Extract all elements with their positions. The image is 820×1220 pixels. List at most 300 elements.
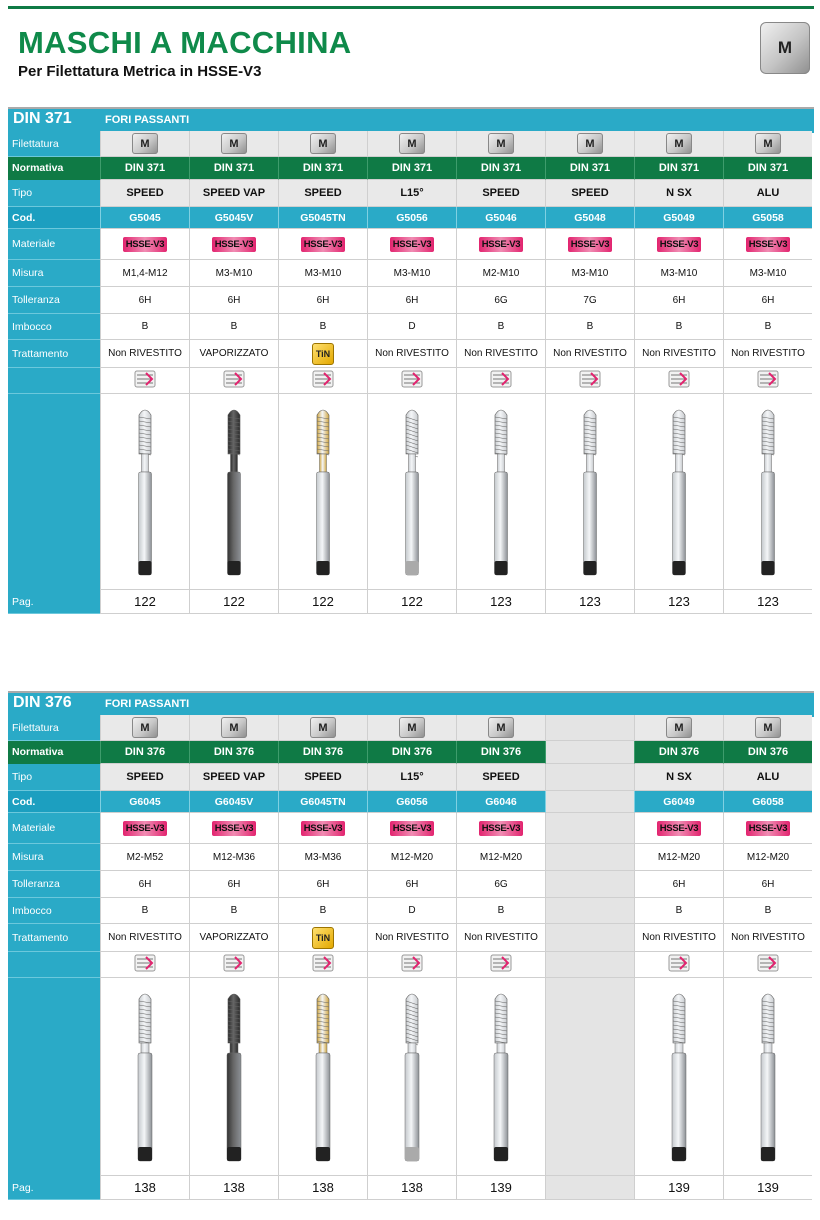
cell-misura [189, 260, 278, 287]
tap-tool-image [486, 983, 516, 1171]
tipo-value: SPEED [571, 187, 609, 199]
metric-m-icon: M [310, 717, 336, 738]
row-label-normativa: Normativa [8, 157, 100, 180]
imbocco-value: B [675, 321, 683, 332]
cell-icon [634, 952, 723, 978]
cell-cod [456, 207, 545, 229]
cell-normativa [634, 157, 723, 180]
cell-trattamento [189, 340, 278, 368]
hsse-v3-badge: HSSE-V3 [568, 237, 613, 252]
thread-profile-icon [134, 370, 156, 391]
imbocco-value: B [319, 905, 327, 916]
cell-misura [634, 260, 723, 287]
cell-imbocco [278, 898, 367, 924]
cell-pag [545, 590, 634, 614]
cell-tolleranza [278, 287, 367, 314]
cell-tolleranza [367, 287, 456, 314]
tin-coating-badge: TiN [312, 927, 334, 949]
empty-cell [545, 764, 634, 791]
cell-normativa [456, 741, 545, 764]
cell-materiale [456, 813, 545, 844]
section-din-376 [8, 691, 814, 1200]
normativa-value: DIN 376 [391, 746, 433, 758]
row-label [8, 952, 100, 978]
tolleranza-value: 6H [227, 878, 241, 890]
cell-cod [723, 207, 812, 229]
page-subtitle: Per Filettatura Metrica in HSSE-V3 [18, 63, 262, 80]
row-materiale [8, 229, 814, 260]
tipo-value: ALU [756, 187, 780, 199]
row-label [8, 394, 100, 590]
metric-m-icon: M [132, 133, 158, 154]
cell-cod [367, 791, 456, 813]
cell-tipo [634, 764, 723, 791]
cell-misura [367, 260, 456, 287]
cell-trattamento [545, 340, 634, 368]
cell-image [634, 978, 723, 1176]
misura-value: M2-M52 [126, 851, 164, 863]
cell-tipo [189, 764, 278, 791]
cell-filettatura [278, 131, 367, 157]
imbocco-value: B [586, 321, 594, 332]
metric-m-icon: M [666, 133, 692, 154]
imbocco-value: B [141, 321, 149, 332]
cell-pag [456, 590, 545, 614]
tap-tool-image [753, 399, 783, 585]
row-label-cod: Cod. [8, 791, 100, 813]
imbocco-value: B [675, 905, 683, 916]
cell-filettatura [634, 715, 723, 741]
trattamento-value: Non RIVESTITO [642, 932, 716, 943]
misura-value: M2-M10 [482, 267, 520, 279]
row-normativa [8, 741, 814, 764]
cell-imbocco [100, 314, 189, 340]
cell-tipo [278, 180, 367, 207]
cell-icon [189, 368, 278, 394]
thread-profile-icon [757, 370, 779, 391]
imbocco-value: D [408, 321, 416, 332]
cell-filettatura [545, 131, 634, 157]
thread-profile-icon [757, 954, 779, 975]
misura-value: M12-M20 [746, 851, 790, 863]
cell-icon [456, 952, 545, 978]
row-label-tolleranza: Tolleranza [8, 287, 100, 314]
cell-misura [189, 844, 278, 871]
row-tipo [8, 764, 814, 791]
cell-icon [723, 368, 812, 394]
trattamento-value: Non RIVESTITO [553, 348, 627, 359]
thread-profile-icon [490, 370, 512, 391]
cell-imbocco [634, 314, 723, 340]
cell-cod [634, 207, 723, 229]
cell-icon [100, 952, 189, 978]
cell-imbocco [634, 898, 723, 924]
cell-tolleranza [278, 871, 367, 898]
hsse-v3-badge: HSSE-V3 [301, 821, 346, 836]
cell-tolleranza [456, 871, 545, 898]
cell-trattamento [278, 340, 367, 368]
cell-normativa [723, 741, 812, 764]
cod-value: G5045V [214, 211, 254, 224]
tipo-value: SPEED [126, 187, 164, 199]
tap-tool-image [397, 399, 427, 585]
cell-materiale [278, 813, 367, 844]
page-title: MASCHI A MACCHINA [18, 25, 352, 60]
row-label-pag: Pag. [8, 590, 100, 614]
cell-normativa [456, 157, 545, 180]
cell-icon [456, 368, 545, 394]
pag-value: 138 [401, 1180, 423, 1195]
cell-image [545, 394, 634, 590]
cell-materiale [189, 813, 278, 844]
row-cod [8, 791, 814, 813]
cell-normativa [723, 157, 812, 180]
empty-cell [545, 844, 634, 871]
row-label-normativa: Normativa [8, 741, 100, 764]
tap-tool-image [130, 983, 160, 1171]
tolleranza-value: 6G [494, 294, 508, 306]
pag-value: 123 [757, 594, 779, 609]
row-label-materiale: Materiale [8, 229, 100, 260]
metric-m-icon: M [577, 133, 603, 154]
cod-value: G6049 [663, 795, 695, 808]
cell-misura [367, 844, 456, 871]
cell-normativa [189, 741, 278, 764]
tap-tool-image [219, 399, 249, 585]
cell-normativa [545, 157, 634, 180]
normativa-value: DIN 376 [658, 746, 700, 758]
cell-filettatura [723, 131, 812, 157]
thread-profile-icon [312, 370, 334, 391]
empty-cell [545, 952, 634, 978]
cell-cod [634, 791, 723, 813]
cell-imbocco [456, 314, 545, 340]
normativa-value: DIN 376 [124, 746, 166, 758]
tipo-value: SPEED [304, 187, 342, 199]
cell-cod [278, 791, 367, 813]
tap-tool-image [486, 399, 516, 585]
cell-imbocco [367, 898, 456, 924]
metric-m-icon: M [488, 717, 514, 738]
tolleranza-value: 6H [316, 294, 330, 306]
cell-materiale [723, 813, 812, 844]
cell-cod [189, 207, 278, 229]
pag-value: 139 [668, 1180, 690, 1195]
tolleranza-value: 6H [138, 878, 152, 890]
cod-value: G5046 [485, 211, 517, 224]
trattamento-value: Non RIVESTITO [464, 348, 538, 359]
normativa-value: DIN 376 [302, 746, 344, 758]
cell-filettatura [100, 715, 189, 741]
cell-pag [723, 590, 812, 614]
empty-cell [545, 898, 634, 924]
cell-image [723, 394, 812, 590]
cell-misura [634, 844, 723, 871]
thread-profile-icon [490, 954, 512, 975]
pag-value: 139 [757, 1180, 779, 1195]
thread-profile-icon [134, 954, 156, 975]
metric-m-icon: M [132, 717, 158, 738]
cod-value: G6045V [214, 795, 254, 808]
cod-value: G5049 [663, 211, 695, 224]
row-label-filettatura: Filettatura [8, 131, 100, 157]
imbocco-value: B [497, 321, 505, 332]
cell-imbocco [545, 314, 634, 340]
normativa-value: DIN 371 [213, 162, 255, 174]
cell-misura [100, 260, 189, 287]
cell-tipo [100, 764, 189, 791]
misura-value: M12-M36 [212, 851, 256, 863]
cell-pag [634, 1176, 723, 1200]
cell-normativa [278, 741, 367, 764]
cell-icon [278, 952, 367, 978]
row-label-materiale: Materiale [8, 813, 100, 844]
row-label-tipo: Tipo [8, 764, 100, 791]
thread-profile-icon [668, 954, 690, 975]
row-label-tipo: Tipo [8, 180, 100, 207]
row-label-tolleranza: Tolleranza [8, 871, 100, 898]
section-code: DIN 376 [13, 694, 72, 711]
tap-tool-image [664, 399, 694, 585]
cell-filettatura [189, 715, 278, 741]
hsse-v3-badge: HSSE-V3 [123, 821, 168, 836]
cell-misura [545, 260, 634, 287]
misura-value: M12-M20 [479, 851, 523, 863]
tolleranza-value: 6H [316, 878, 330, 890]
cell-materiale [100, 813, 189, 844]
cod-value: G6056 [396, 795, 428, 808]
imbocco-value: B [141, 905, 149, 916]
hsse-v3-badge: HSSE-V3 [657, 821, 702, 836]
cell-image [456, 394, 545, 590]
tolleranza-value: 6H [405, 294, 419, 306]
cell-imbocco [278, 314, 367, 340]
empty-cell [545, 978, 634, 1176]
cell-icon [189, 952, 278, 978]
cell-pag [278, 590, 367, 614]
hsse-v3-badge: HSSE-V3 [479, 821, 524, 836]
tipo-value: N SX [666, 771, 692, 783]
cod-value: G6046 [485, 795, 517, 808]
cell-trattamento [189, 924, 278, 952]
tipo-value: ALU [756, 771, 780, 783]
misura-value: M3-M10 [215, 267, 253, 279]
cell-tipo [723, 180, 812, 207]
row-label-cod: Cod. [8, 207, 100, 229]
imbocco-value: B [230, 321, 238, 332]
cell-imbocco [723, 898, 812, 924]
cell-icon [278, 368, 367, 394]
cell-tolleranza [723, 287, 812, 314]
trattamento-value: Non RIVESTITO [108, 932, 182, 943]
cell-misura [278, 844, 367, 871]
thread-profile-icon [668, 370, 690, 391]
empty-cell [545, 741, 634, 764]
trattamento-value: VAPORIZZATO [199, 932, 269, 943]
cell-image [367, 394, 456, 590]
cell-imbocco [189, 314, 278, 340]
tolleranza-value: 6H [227, 294, 241, 306]
tap-tool-image [219, 983, 249, 1171]
cell-trattamento [634, 340, 723, 368]
row-label [8, 978, 100, 1176]
misura-value: M12-M20 [657, 851, 701, 863]
cell-image [100, 978, 189, 1176]
metric-m-icon: M [755, 717, 781, 738]
cell-imbocco [189, 898, 278, 924]
thread-profile-icon [401, 370, 423, 391]
hsse-v3-badge: HSSE-V3 [123, 237, 168, 252]
normativa-value: DIN 371 [658, 162, 700, 174]
cell-imbocco [723, 314, 812, 340]
row-label-misura: Misura [8, 260, 100, 287]
trattamento-value: Non RIVESTITO [464, 932, 538, 943]
metric-m-icon: M [399, 717, 425, 738]
hsse-v3-badge: HSSE-V3 [390, 821, 435, 836]
cell-materiale [278, 229, 367, 260]
empty-cell [545, 813, 634, 844]
misura-value: M3-M10 [393, 267, 431, 279]
hsse-v3-badge: HSSE-V3 [746, 237, 791, 252]
tolleranza-value: 6H [138, 294, 152, 306]
tap-tool-image [397, 983, 427, 1171]
tolleranza-value: 6H [405, 878, 419, 890]
cell-trattamento [723, 340, 812, 368]
empty-cell [545, 924, 634, 952]
cell-pag [278, 1176, 367, 1200]
cell-trattamento [100, 924, 189, 952]
cell-imbocco [367, 314, 456, 340]
trattamento-value: VAPORIZZATO [199, 348, 269, 359]
tolleranza-value: 6H [761, 878, 775, 890]
trattamento-value: Non RIVESTITO [642, 348, 716, 359]
tipo-value: L15° [400, 187, 424, 199]
section-subtitle: FORI PASSANTI [105, 114, 190, 126]
cod-value: G5045TN [300, 211, 346, 224]
cell-imbocco [456, 898, 545, 924]
cell-pag [456, 1176, 545, 1200]
cell-pag [723, 1176, 812, 1200]
cell-normativa [100, 741, 189, 764]
tolleranza-value: 7G [583, 294, 597, 306]
cell-filettatura [456, 131, 545, 157]
cell-normativa [367, 741, 456, 764]
pag-value: 138 [223, 1180, 245, 1195]
cell-misura [100, 844, 189, 871]
cell-misura [278, 260, 367, 287]
cell-tipo [367, 180, 456, 207]
tipo-value: N SX [666, 187, 692, 199]
row-icon [8, 368, 814, 394]
tolleranza-value: 6H [672, 878, 686, 890]
cell-tolleranza [100, 287, 189, 314]
cell-cod [100, 207, 189, 229]
cell-icon [634, 368, 723, 394]
misura-value: M12-M20 [390, 851, 434, 863]
cod-value: G5058 [752, 211, 784, 224]
cell-trattamento [456, 340, 545, 368]
cell-filettatura [634, 131, 723, 157]
cell-materiale [634, 229, 723, 260]
row-cod [8, 207, 814, 229]
row-label-misura: Misura [8, 844, 100, 871]
cod-value: G6045 [129, 795, 161, 808]
misura-value: M3-M10 [749, 267, 787, 279]
trattamento-value: Non RIVESTITO [731, 932, 805, 943]
cell-materiale [100, 229, 189, 260]
cell-image [723, 978, 812, 1176]
cell-tolleranza [100, 871, 189, 898]
cell-tipo [723, 764, 812, 791]
cell-tipo [545, 180, 634, 207]
cell-tipo [367, 764, 456, 791]
cell-materiale [189, 229, 278, 260]
tin-coating-badge: TiN [312, 343, 334, 365]
trattamento-value: Non RIVESTITO [375, 348, 449, 359]
pag-value: 123 [668, 594, 690, 609]
cell-tolleranza [545, 287, 634, 314]
hsse-v3-badge: HSSE-V3 [212, 821, 257, 836]
cod-value: G5056 [396, 211, 428, 224]
tipo-value: SPEED [482, 771, 520, 783]
row-trattamento [8, 924, 814, 952]
cell-tolleranza [189, 871, 278, 898]
cell-tipo [100, 180, 189, 207]
cell-pag [189, 590, 278, 614]
normativa-value: DIN 376 [213, 746, 255, 758]
imbocco-value: B [230, 905, 238, 916]
cell-materiale [367, 813, 456, 844]
section-header [8, 691, 814, 717]
imbocco-value: B [319, 321, 327, 332]
row-tolleranza [8, 287, 814, 314]
thread-profile-icon [312, 954, 334, 975]
normativa-value: DIN 371 [480, 162, 522, 174]
cell-materiale [456, 229, 545, 260]
cell-pag [100, 1176, 189, 1200]
cell-cod [545, 207, 634, 229]
pag-value: 122 [134, 594, 156, 609]
normativa-value: DIN 371 [747, 162, 789, 174]
row-label [8, 368, 100, 394]
row-pag [8, 590, 814, 614]
cell-pag [100, 590, 189, 614]
cell-misura [723, 260, 812, 287]
pag-value: 123 [579, 594, 601, 609]
cell-cod [189, 791, 278, 813]
section-header [8, 107, 814, 133]
row-imbocco [8, 314, 814, 340]
cell-tipo [278, 764, 367, 791]
normativa-value: DIN 371 [124, 162, 166, 174]
row-imbocco [8, 898, 814, 924]
row-trattamento [8, 340, 814, 368]
tap-tool-image [130, 399, 160, 585]
cell-image [100, 394, 189, 590]
section-din-371 [8, 107, 814, 614]
row-tipo [8, 180, 814, 207]
misura-value: M3-M36 [304, 851, 342, 863]
cell-tolleranza [634, 871, 723, 898]
normativa-value: DIN 376 [480, 746, 522, 758]
cell-tolleranza [456, 287, 545, 314]
cell-cod [278, 207, 367, 229]
cell-materiale [723, 229, 812, 260]
trattamento-value: Non RIVESTITO [375, 932, 449, 943]
thread-profile-icon [401, 954, 423, 975]
cell-icon [100, 368, 189, 394]
cell-normativa [189, 157, 278, 180]
